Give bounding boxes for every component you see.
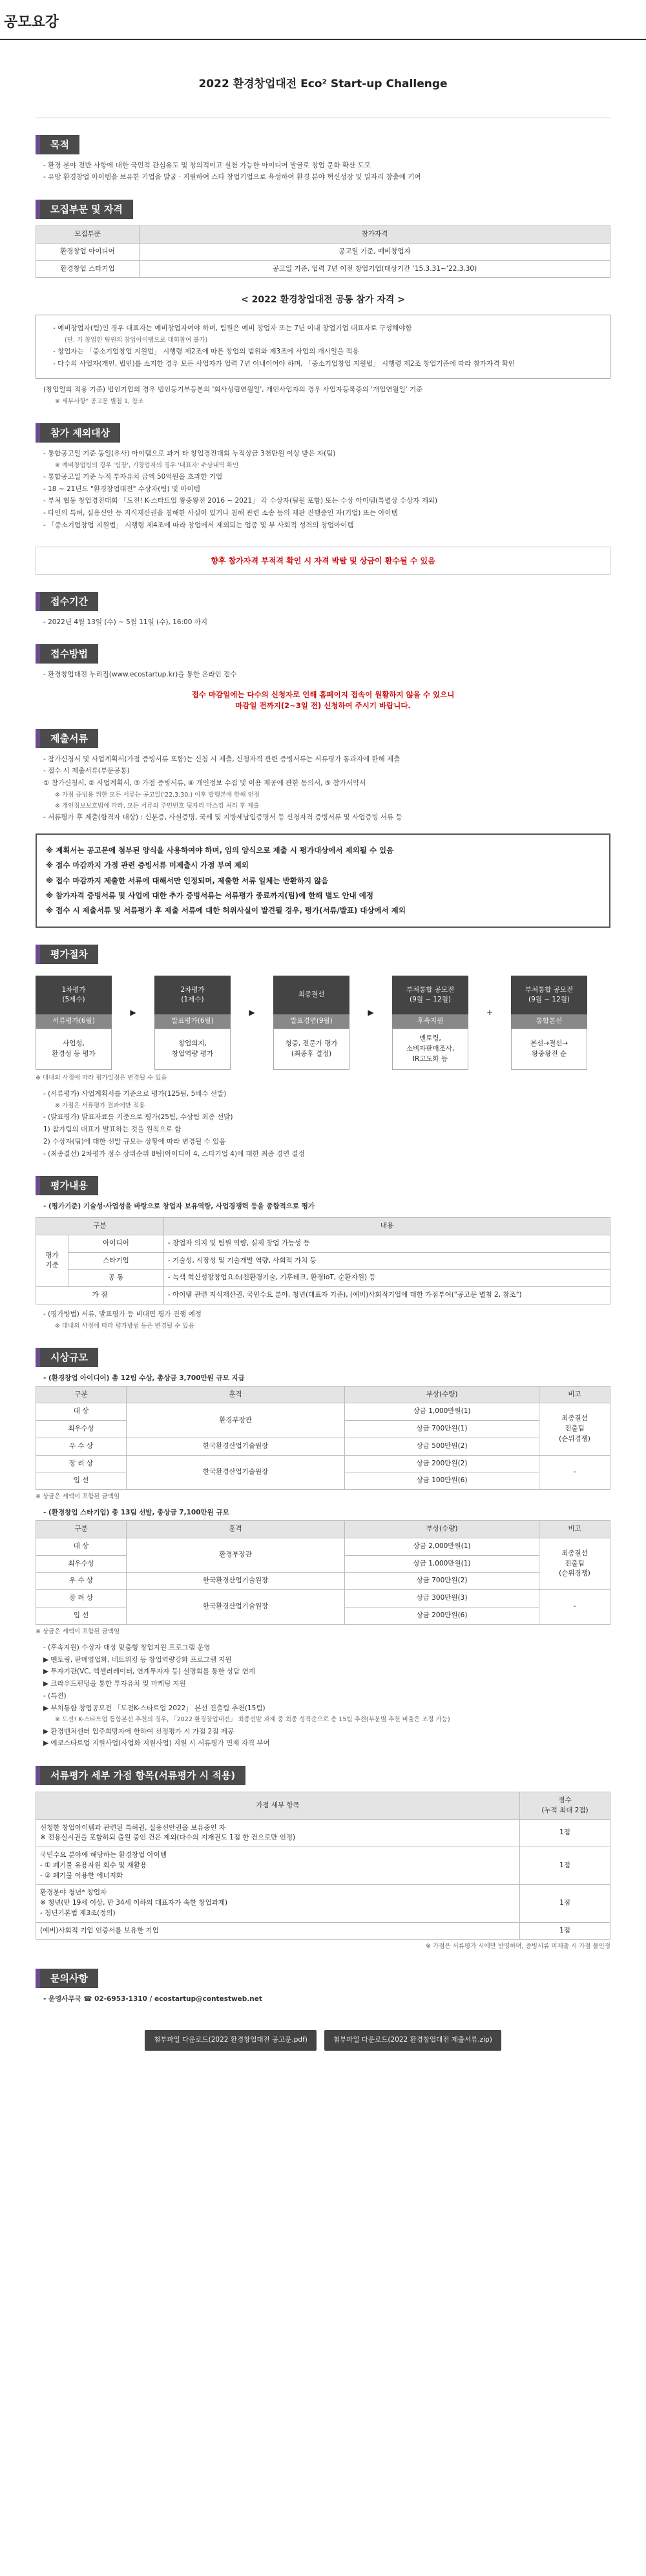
arrow-icon: ▶ [249,1008,255,1018]
list-item: - (최종결선) 2차평가 점수 상위순위 8팀(아이디어 4, 스타기업 4)에 대한 최종 경연 결정 [43,1149,305,1158]
list-item: - (특전) [43,1691,67,1700]
process-step [392,976,468,1070]
section-header-bonus: 서류평가 세부 가점 항목(서류평가 시 적용) [36,1766,610,1785]
section-header-purpose: 목적 [36,135,610,154]
arrow-icon: ▶ [368,1008,374,1018]
step-bot: 청중, 전문가 평가 (최종후 결정) [273,1029,349,1070]
table-row: 신청한 창업아이템과 관련된 특허권, 실용신안권을 보유중인 자 ※ 전용실시권을 포함하되 출원 중인 건은 제외(다수의 지재권도 1점 한 건으로만 인정) 1점 [36,1819,610,1847]
contact-info: - 운영사무국 ☎ 02-6953-1310 / ecostartup@contestweb.net [43,1995,262,2003]
step-top: 1차평가 (5제수) [36,976,112,1014]
period-text: - 2022년 4월 13일 (수) ~ 5월 11일 (수), 16:00 까지 [43,618,208,626]
list-item: ▶ 크라우드펀딩을 통한 투자유치 및 마케팅 지원 [43,1680,186,1688]
divider [0,39,646,40]
list-item: - (발표평가) 발표자료를 기준으로 평가(25팀, 수상팀 최종 선발) [43,1113,233,1122]
step-mid: 후속지원 [392,1014,468,1029]
step-top: 2차평가 (1제수) [154,976,231,1014]
list-item: - 타인의 특허, 실용신안 등 지식재산권을 침해한 사실이 있거나 침해 관련 소송 등의 재판 진행중인 자(기업) 또는 아이템 [43,509,398,517]
list-item: - 환경 분야 전반 사항에 대한 국민적 관심유도 및 창의적이고 실천 가능한 아이디어 발굴로 창업 문화 확산 도모 [43,161,371,169]
table-row: (예비)사회적 기업 인증서를 보유한 기업 1점 [36,1922,610,1940]
section-header-eligibility: 모집부문 및 자격 [36,200,610,219]
table-row: 최우수상 상금 1,000만원(1) [36,1555,610,1573]
table-row: 대 상 환경부장관 상금 2,000만원(1) 최종결선 진출팀 (순위경쟁) [36,1538,610,1555]
list-item: (창업일의 적용 기준) 법인기업의 경우 법인등기부등본의 '회사성립연월일', 개인사업자의 경우 사업자등록증의 '개업연월일' 기준 [43,385,423,393]
list-item: 1) 참가팀의 대표가 발표하는 것을 원칙으로 함 [43,1126,182,1133]
section-header-period: 접수기간 [36,592,610,611]
section-header-awards: 시상규모 [36,1348,610,1367]
arrow-icon: + [486,1008,494,1018]
list-item: ▶ 에코스타트업 지원사업(사업화 지원사업) 지원 시 서류평가 면제 자격 부여 [43,1739,270,1748]
purpose-list [36,161,610,183]
award-idea-title: - (환경창업 아이디어) 총 12팀 수상, 총상금 3,700만원 규모 지급 [43,1374,245,1382]
list-item: - 접수 시 제출서류(부문공통) [43,767,130,775]
list-item: - (후속지원) 수상자 대상 맞춤형 창업지원 프로그램 운영 [43,1643,211,1651]
bonus-note: ※ 가점은 서류평가 시에만 반영하며, 증빙서류 미제출 시 가점 불인정 [426,1943,610,1951]
list-item: ※ 세부사항" 공고문 별첨 1, 참조 [55,397,144,405]
list-item: - 통합공고일 기준 동일(유사) 아이템으로 과거 타 창업경진대회 누적상금 3천만원 이상 받은 자(팀) [43,449,336,457]
list-item: - 예비창업자(팀)인 경우 대표자는 예비창업자여야 하며, 팀원은 예비 창업자 또는 7년 이내 창업기업 대표자로 구성해야함 [53,324,412,333]
table-header: 부상(수량) [345,1386,539,1403]
process-list [36,1089,610,1159]
list-item: - (서류평가) 사업계획서를 기준으로 평가(125팀, 5배수 선발) [43,1090,227,1098]
table-row: 환경창업 아이디어 공고일 기준, 예비창업자 [36,243,610,260]
eligibility-table [36,225,610,278]
table-row: 환경창업 스타기업 공고일 기준, 업력 7년 이전 창업기업(대상기간 ’15.3.31~’22.3.30) [36,260,610,278]
process-step [273,976,349,1070]
table-row: 대 상 환경부장관 상금 1,000만원(1) 최종결선 진출팀 (순위경쟁) [36,1403,610,1421]
step-top: 부처통합 공모전 (9월 ~ 12월) [511,976,587,1014]
table-header: 구분 [36,1521,127,1538]
process-step [511,976,587,1070]
list-item: ※ 예비창업팀의 경우 '팀장', 기창업자의 경우 '대표자' 수상내역 확인 [55,461,239,469]
page-heading: 공모요강 [4,14,59,30]
step-mid: 통합본선 [511,1014,587,1029]
list-item: - 유망 환경창업 아이템을 보유한 기업을 발굴 · 지원하여 스타 창업기업으로 육성하여 환경 분야 혁신성장 및 일자리 창출에 기여 [43,173,421,182]
list-item: ※ 대내외 사정에 따라 평가방법 등은 변경될 수 있음 [55,1322,194,1330]
step-bot: 멘토링, 소비자판매조사, IR고도화 등 [392,1029,468,1070]
download-forms-button[interactable]: 첨부파일 다운로드(2022 환경창업대전 제출서류.zip) [324,2030,501,2051]
list-item: ※ 도전! K-스타트업 통합본선 추천의 경우, 「2022 환경창업대전」 최종선발 과제 중 최종 성적순으로 총 15팀 추천(부분별 추천 비율은 조정 가능) [55,1716,450,1724]
award-idea-table [36,1386,610,1491]
table-row: 공 통 - 녹색 혁신성장창업요소(친환경기술, 기후테크, 환경IoT, 순환자원) 등 [36,1270,610,1287]
table-header: 훈격 [127,1521,345,1538]
table-row: 입 선 상금 100만원(6) [36,1472,610,1490]
list-item: - 「중소기업창업 지원법」 시행령 제4조에 따라 창업에서 제외되는 업종 및 부 사회적 성격의 창업아이템 [43,521,354,529]
process-step [36,976,112,1070]
table-header: 점수 (누적 최대 2점) [520,1792,610,1820]
common-eligibility-title: < 2022 환경창업대전 공통 참가 자격 > [241,295,405,306]
documents-list [36,755,610,824]
table-row: 가 점 - 아이템 관련 지식재산권, 국민수요 분야, 청년(대표자 기준), (예비)사회적기업에 대한 가점부여("공고문 별첨 2, 참조") [36,1287,610,1304]
notice-item: ※ 접수 마감까지 제출한 서류에 대해서만 인정되며, 제출한 서류 일체는 반환하지 않음 [46,875,329,885]
list-item: ※ 가점 증빙용 위한 모든 서류는 공고일('22.3.30.) 이후 발행본에 한해 인정 [55,791,260,799]
content [0,135,646,2051]
page-title: 2022 환경창업대전 Eco² Start-up Challenge [198,78,448,90]
section-header-documents: 제출서류 [36,729,610,748]
notice-item: ※ 참가자격 증빙서류 및 사업에 대한 추가 증빙서류는 서류평가 종료까지(팀)에 한해 별도 안내 예정 [46,890,373,900]
table-row: 스타기업 - 기술성, 시장성 및 기술개발 역량, 사회적 가치 등 [36,1252,610,1270]
step-top: 최종결선 [273,976,349,1014]
table-header: 비고 [539,1386,610,1403]
table-header: 훈격 [127,1386,345,1403]
list-item: ▶ 멘토링, 판매영업화, 네트워킹 등 창업역량강화 프로그램 지원 [43,1655,232,1664]
list-item: - 창업자는 「중소기업창업 지원법」 시행령 제2조에 따른 창업의 범위와 제3조에 사업의 개시일을 적용 [53,348,359,356]
table-header: 부상(수량) [345,1521,539,1538]
award-note: ※ 상금은 세액이 포함된 금액임 [36,1493,120,1500]
section-header-exclusions: 참가 제외대상 [36,423,610,443]
notice-item: ※ 접수 시 제출서류 및 서류평가 후 제출 서류에 대한 허위사실이 발견될 경우, 평가(서류/발표) 대상에서 제외 [46,906,406,915]
list-item: ▶ 환경벤처센터 입주희망자에 한하여 선정평가 시 가점 2점 제공 [43,1727,234,1735]
list-item: ① 참가신청서, ② 사업계획서, ③ 가점 증빙서류, ④ 개인정보 수집 및 이용 제공에 관한 동의서, ⑤ 참가서약서 [43,779,366,787]
section-header-method: 접수방법 [36,644,610,664]
arrow-icon: ▶ [130,1008,136,1018]
step-top: 부처통합 공모전 (9월 ~ 12월) [392,976,468,1014]
list-item: ▶ 부처통합 창업공모전 「도전K-스타트업 2022」 본선 진출팀 추천(15팀) [43,1704,266,1712]
step-bot: 창업의지, 창업역량 평가 [154,1029,231,1070]
award-note: ※ 상금은 세액이 포함된 금액임 [36,1628,120,1635]
list-item: - 다수의 사업자(개인, 법인)를 소지한 경우 모든 사업자가 업력 7년 이내이어야 하며, 「중소기업창업 지원법」 시행령 제2조 창업기준에 따라 참가자격 확인 [53,360,515,368]
table-header: 모집부문 [36,226,140,244]
table-header: 참가자격 [140,226,610,244]
table-row: 평가 기준 아이디어 - 창업자 의지 및 팀원 역량, 실제 창업 가능성 등 [36,1235,610,1252]
method-warning: 접수 마감일에는 다수의 신청자로 인해 홈페이지 접속이 원활하지 않을 수 있으니 마감일 전까지(2~3일 전) 신청하여 주시기 바랍니다. [191,690,455,711]
section-header-evaluation: 평가내용 [36,1176,610,1195]
table-row: 환경분야 청년* 창업자 ※ 청년(만 19세 이상, 만 34세 이하의 대표자가 속한 창업과제) - 청년기본법 제3조(정의) 1점 [36,1885,610,1922]
eligibility-notes [36,385,610,406]
exclusion-list [36,449,610,531]
evaluation-intro: - (평가기준) 기술성·사업성을 바탕으로 창업자 보유역량, 사업경쟁력 등을 종합적으로 평가 [43,1202,315,1211]
step-mid: 발표평가(6월) [154,1014,231,1029]
list-item: ※ 개인정보보호법에 따라, 모든 서류의 주민번호 뒷자리 마스킹 처리 후 제출 [55,802,260,810]
table-row: 우 수 상 한국환경산업기술원장 상금 700만원(2) [36,1573,610,1590]
process-step [154,976,231,1070]
download-buttons [36,2030,610,2051]
download-notice-button[interactable]: 첨부파일 다운로드(2022 환경창업대전 공고문.pdf) [145,2030,317,2051]
table-header: 구분 [36,1386,127,1403]
list-item: - 참가신청서 및 사업계획서(가점 증빙서류 포함)는 신청 시 제출, 신청자격 관련 증빙서류는 서류평가 통과자에 한해 제출 [43,755,401,763]
list-item: ▶ 투자기관(VC, 엑셀러레이터, 연계투자자 등) 설명회를 통한 상담 연계 [43,1668,255,1676]
table-row: 우 수 상 한국환경산업기술원장 상금 500만원(2) [36,1438,610,1455]
table-row: 장 려 상 한국환경산업기술원장 상금 200만원(2) - [36,1455,610,1472]
table-row: 국민수요 분야에 해당하는 환경창업 아이템 - ① 폐기물 유용자원 회수 및 재활용 - ② 폐기물 이용한 에너지화 1점 [36,1847,610,1885]
exclusion-warning: 향후 참가자격 부적격 확인 시 자격 박탈 및 상금이 환수될 수 있음 [36,547,610,575]
process-flow [36,976,610,1070]
process-note: ※ 대내외 사정에 따라 평가일정은 변경될 수 있음 [36,1074,167,1082]
section-header-process: 평가절차 [36,945,610,964]
table-row: 입 선 상금 200만원(6) [36,1607,610,1624]
documents-notice-box [36,833,610,928]
award-followup-list [36,1643,610,1749]
step-bot: 본선→결선→ 왕중왕전 순 [511,1029,587,1070]
list-item: (단, 기 창업한 팀원의 창업아이템으로 대회참여 불가) [65,337,208,344]
section-header-contact: 문의사항 [36,1969,610,1988]
list-item: - 부처 협동 창업경진대회 「도전! K-스타트업 왕중왕전 2016 ~ 2021」 각 수상자(팀원 포함) 또는 수상 아이템(특별상 수상자 제외) [43,497,438,505]
list-item: - 통합공고일 기준 누적 투자유치 금액 50억원을 초과한 기업 [43,472,223,481]
table-row: 장 려 상 한국환경산업기술원장 상금 300만원(3) - [36,1590,610,1607]
step-bot: 사업성, 환경성 등 평가 [36,1029,112,1070]
notice-item: ※ 계획서는 공고문에 첨부된 양식을 사용하여야 하며, 임의 양식으로 제출 시 평가대상에서 제외될 수 있음 [46,846,394,855]
notice-item: ※ 접수 마감까지 가점 관련 증빙서류 미제출시 가점 부여 제외 [46,861,249,870]
evaluation-table: 구분 내용 평가 기준 아이디어 - 창업자 의지 및 팀원 역량, 실제 창업 가능성 등 스타기업 - 기술성, 시장성 및 기술개발 역량, 사회적 가치 등 공 통 - 녹색 혁신성장창업요소(친환경기술, 기후테크, 환경IoT, 순환자원) 등 가 점 - 아이템 관련 지식재산권, 국민수요 분야, 청년(대표자 기준), (예비)사회적기업에 대한 가점부여("공고문 별첨 2, 참조") [36,1217,610,1304]
method-text: - 환경창업대전 누리집(www.ecostartup.kr)을 통한 온라인 접수 [43,671,237,679]
list-item: - 서류평가 후 제출(합격자 대상) : 신분증, 사실증명, 국세 및 지방세납입증명서 등 신청자격 증빙서류 및 사업증빙 서류 등 [43,813,402,822]
table-row: 최우수상 상금 700만원(1) [36,1421,610,1438]
list-item: ※ 가점은 서류평가 결과에만 적용 [55,1102,145,1109]
list-item: 2) 수상자(팀)에 대한 선발 규모는 상황에 따라 변경될 수 있음 [43,1137,226,1146]
step-mid: 발표경연(9월) [273,1014,349,1029]
common-eligibility-box [36,315,610,379]
table-header: 비고 [539,1521,610,1538]
list-item: - (평가방법) 서류, 발표평가 등 비대면 평가 진행 예정 [43,1310,202,1318]
award-star-table [36,1520,610,1625]
bonus-table [36,1792,610,1940]
table-header: 가점 세부 항목 [36,1792,520,1820]
list-item: - 18 ~ 21년도 "환경창업대전" 수상자(팀) 및 아이템 [43,485,200,493]
award-star-title: - (환경창업 스타기업) 총 13팀 선발, 총상금 7,100만원 규모 [43,1509,229,1517]
step-mid: 서류평가(6월) [36,1014,112,1029]
evaluation-method [36,1310,610,1331]
